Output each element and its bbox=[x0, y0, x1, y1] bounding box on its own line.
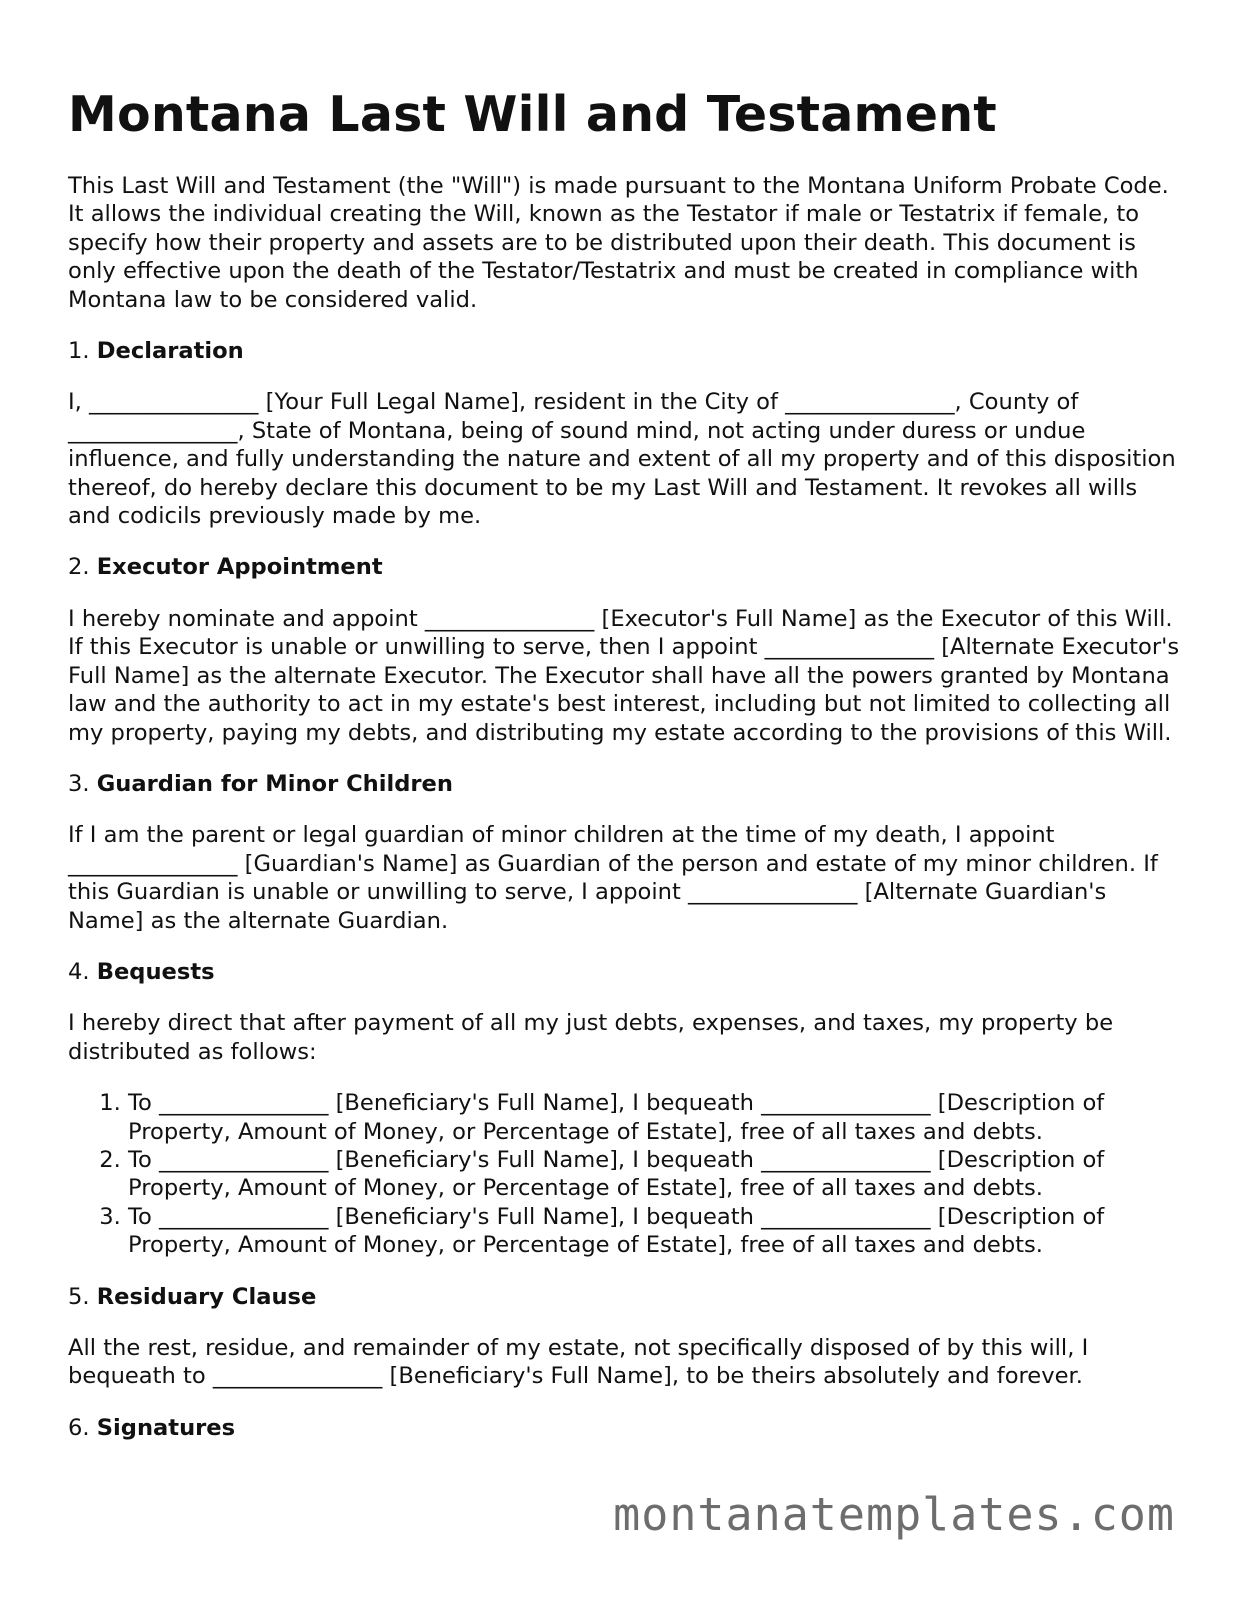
declaration-paragraph: I, _______________ [Your Full Legal Name], resident in the City of _______________, County of _______________, State of Montana, being of sound mind, not acting under duress or undue influence, and fully understanding the nature and extent of all my property and of this disposition thereof, do hereby declare this document to be my Last Will and Testament. It revokes all wills and codicils previously made by me. bbox=[68, 389, 1176, 530]
bequests-paragraph: I hereby direct that after payment of all my just debts, expenses, and taxes, my property be distributed as follows: bbox=[68, 1010, 1114, 1065]
intro-paragraph: This Last Will and Testament (the "Will") is made pursuant to the Montana Uniform Probate Code. It allows the individual creating the Will, known as the Testator if male or Testatrix if female, to specify how their property and assets are to be distributed upon their death. This document is only effective upon the death of the Testator/Testatrix and must be created in compliance with Montana law to be considered valid. bbox=[68, 173, 1169, 313]
section-heading-bequests bbox=[68, 958, 1183, 986]
section-number: 3. bbox=[68, 770, 90, 797]
section-heading-executor bbox=[68, 553, 1183, 581]
section-number: 1. bbox=[68, 338, 90, 365]
section-number: 4. bbox=[68, 958, 90, 985]
list-item: 3. To _______________ [Beneficiary's Full Name], I bequeath _______________ [Description of Property, Amount of Money, or Percentage of Estate], free of all taxes and debts. bbox=[128, 1203, 1183, 1260]
residuary-paragraph: All the rest, residue, and remainder of my estate, not specifically disposed of by this will, I bequeath to _______________ [Beneficiary's Full Name], to be theirs absolutely and forever. bbox=[68, 1335, 1089, 1390]
guardian-paragraph: If I am the parent or legal guardian of minor children at the time of my death, I appoint _______________ [Guardian's Name] as Guardian of the person and estate of my minor children. If this Guardian is unable or unwilling to serve, I appoint _______________ [Alternate Guardian's Name] as the alternate Guardian. bbox=[68, 822, 1158, 934]
section-title: Signatures bbox=[96, 1414, 236, 1441]
section-heading-residuary bbox=[68, 1283, 1183, 1311]
section-heading-declaration bbox=[68, 337, 1183, 365]
section-heading-guardian bbox=[68, 770, 1183, 798]
document-title: Montana Last Will and Testament bbox=[68, 86, 997, 143]
section-title: Bequests bbox=[96, 958, 215, 985]
list-item: 1. To _______________ [Beneficiary's Full Name], I bequeath _______________ [Description of Property, Amount of Money, or Percentage of Estate], free of all taxes and debts. bbox=[128, 1089, 1183, 1146]
section-heading-signatures bbox=[68, 1414, 1183, 1442]
section-title: Residuary Clause bbox=[96, 1283, 317, 1310]
document-page bbox=[68, 84, 1183, 1465]
section-number: 5. bbox=[68, 1283, 90, 1310]
bequests-list bbox=[68, 1089, 1183, 1259]
section-title: Guardian for Minor Children bbox=[96, 770, 453, 797]
section-title: Declaration bbox=[96, 338, 244, 365]
section-number: 6. bbox=[68, 1414, 90, 1441]
section-title: Executor Appointment bbox=[96, 554, 383, 581]
executor-paragraph: I hereby nominate and appoint _______________ [Executor's Full Name] as the Executor of this Will. If this Executor is unable or unwilling to serve, then I appoint _______________ [Alternate Executor's Full Name] as the alternate Executor. The Executor shall have all the powers granted by Montana law and the authority to act in my estate's best interest, including but not limited to collecting all my property, paying my debts, and distributing my estate according to the provisions of this Will. bbox=[68, 605, 1180, 746]
list-item: 2. To _______________ [Beneficiary's Full Name], I bequeath _______________ [Description of Property, Amount of Money, or Percentage of Estate], free of all taxes and debts. bbox=[128, 1146, 1183, 1203]
watermark: montanatemplates.com bbox=[613, 1488, 1175, 1541]
section-number: 2. bbox=[68, 554, 90, 581]
